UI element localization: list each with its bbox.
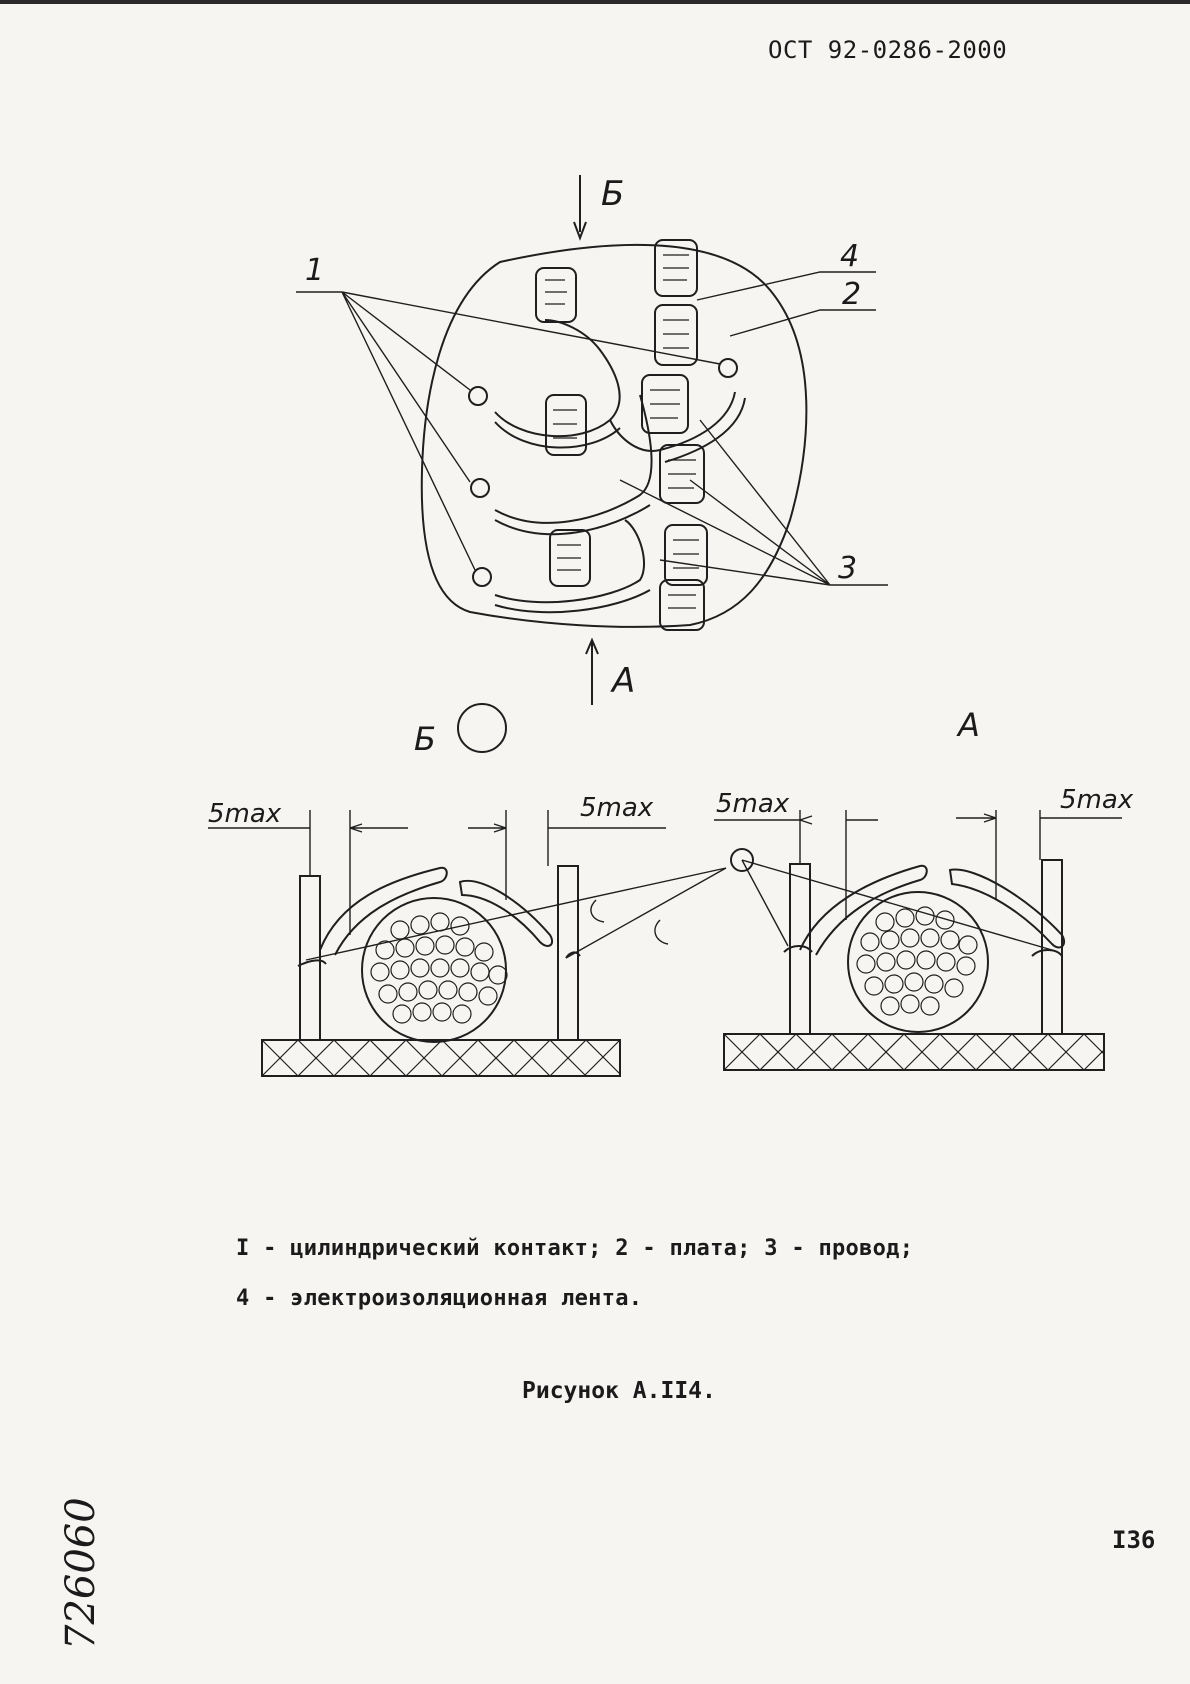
tape-hatching: [545, 255, 699, 608]
contact-3: [473, 568, 491, 586]
contact-1: [469, 387, 487, 405]
bundle-left: [362, 898, 506, 1042]
top-arrow-label: Б: [601, 174, 625, 214]
dimension-2: 5max: [580, 793, 654, 823]
board-outline: [422, 245, 807, 627]
wire-4: [610, 392, 735, 451]
leader-1: [296, 292, 720, 570]
callout-1: 1: [305, 253, 325, 288]
knot-right-2: [1032, 950, 1062, 956]
callout-4: 4: [840, 239, 860, 274]
view-a-label: А: [958, 706, 980, 744]
wire-1: [495, 320, 620, 436]
page-number: I36: [1112, 1526, 1156, 1554]
view-b-circle: [458, 704, 506, 752]
contact-2: [471, 479, 489, 497]
callout-3: 3: [838, 551, 858, 586]
callout-2: 2: [842, 277, 862, 312]
wire-2: [495, 395, 652, 523]
section-view-right: [714, 810, 1122, 1070]
archive-number: 726060: [58, 1497, 104, 1650]
wire-4b: [665, 398, 745, 462]
base-plate-right: [724, 1034, 1104, 1070]
tape-right-1: [800, 866, 927, 955]
contact-4: [719, 359, 737, 377]
dimension-3: 5max: [716, 789, 790, 819]
section-view-left: [208, 810, 726, 1076]
figure-title: Рисунок А.II4.: [522, 1378, 716, 1404]
tape-left-1: [320, 868, 447, 955]
knot-left-1: [298, 960, 326, 966]
dimension-4: 5max: [1060, 785, 1134, 815]
caption-line-1: I - цилиндрический контакт; 2 - плата; 3 - провод;: [236, 1236, 914, 1261]
bottom-arrow-label: А: [612, 661, 636, 701]
knot-right-1: [784, 946, 812, 952]
leader-2: [730, 310, 876, 336]
document-code: ОСТ 92-0286-2000: [768, 36, 1008, 64]
bundle-right: [848, 892, 988, 1032]
dimension-1: 5max: [208, 799, 282, 829]
caption-line-2: 4 - электроизоляционная лента.: [236, 1286, 643, 1311]
view-b-label: Б: [414, 720, 436, 758]
bundle-left-wires: [371, 913, 507, 1023]
